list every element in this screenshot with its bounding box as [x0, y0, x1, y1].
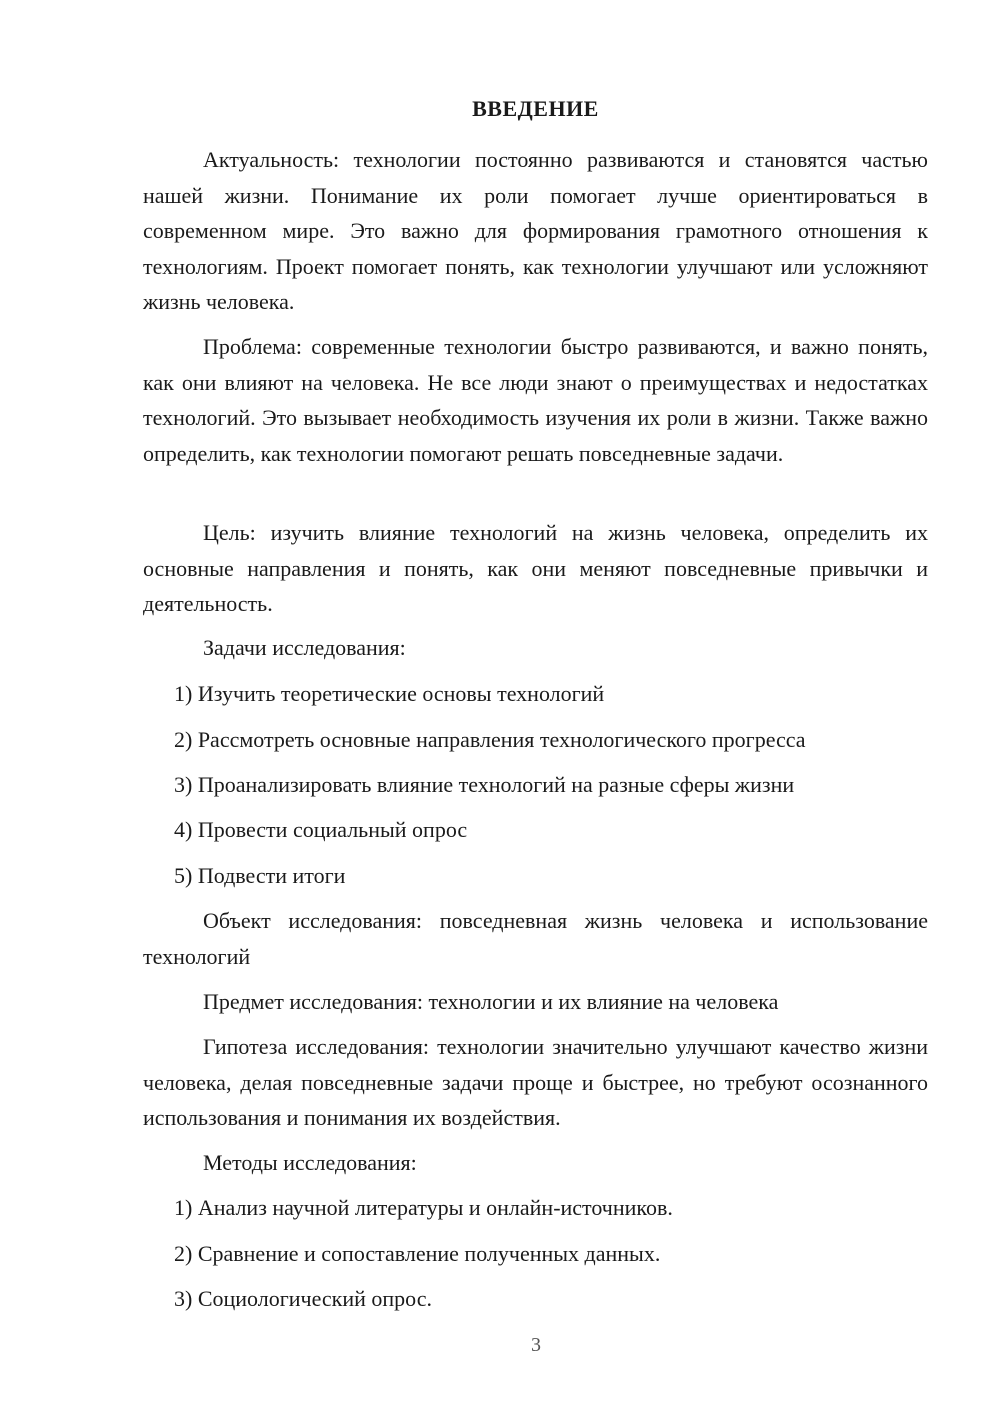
subject-paragraph: Предмет исследования: технологии и их влияние на человека	[203, 989, 779, 1014]
object-paragraph: Объект исследования: повседневная жизнь человека и использование технологий	[143, 908, 928, 969]
relevance-paragraph: Актуальность: технологии постоянно развиваются и становятся частью нашей жизни. Понимание их роли помогает лучше ориентироваться в современном мире. Это важно для формирования грамотного отношения к технологиям. Проект помогает понять, как технологии улучшают или усложняют жизнь человека.	[143, 147, 928, 314]
method-item-3: 3) Социологический опрос.	[174, 1286, 432, 1311]
problem-paragraph: Проблема: современные технологии быстро развиваются, и важно понять, как они влияют на человека. Не все люди знают о преимуществах и недостатках технологий. Это вызывает необходимость изучения их роли в жизни. Также важно определить, как технологии помогают решать повседневные задачи.	[143, 334, 928, 466]
hypothesis-paragraph: Гипотеза исследования: технологии значительно улучшают качество жизни человека, делая повседневные задачи проще и быстрее, но требуют осознанного использования и понимания их воздействия.	[143, 1034, 928, 1130]
methods-heading: Методы исследования:	[203, 1150, 417, 1175]
task-item-4: 4) Провести социальный опрос	[174, 817, 468, 842]
method-item-2: 2) Сравнение и сопоставление полученных данных.	[174, 1241, 661, 1266]
task-item-5: 5) Подвести итоги	[174, 863, 346, 888]
tasks-heading: Задачи исследования:	[203, 635, 406, 660]
method-item-1: 1) Анализ научной литературы и онлайн-источников.	[174, 1195, 673, 1220]
task-item-3: 3) Проанализировать влияние технологий на разные сферы жизни	[174, 772, 795, 797]
task-item-2: 2) Рассмотреть основные направления технологического прогресса	[174, 727, 806, 752]
task-item-1: 1) Изучить теоретические основы технологий	[174, 681, 605, 706]
goal-paragraph: Цель: изучить влияние технологий на жизнь человека, определить их основные направления и понять, как они меняют повседневные привычки и деятельность.	[143, 520, 928, 616]
section-title: ВВЕДЕНИЕ	[472, 96, 599, 121]
page-number: 3	[531, 1334, 541, 1356]
